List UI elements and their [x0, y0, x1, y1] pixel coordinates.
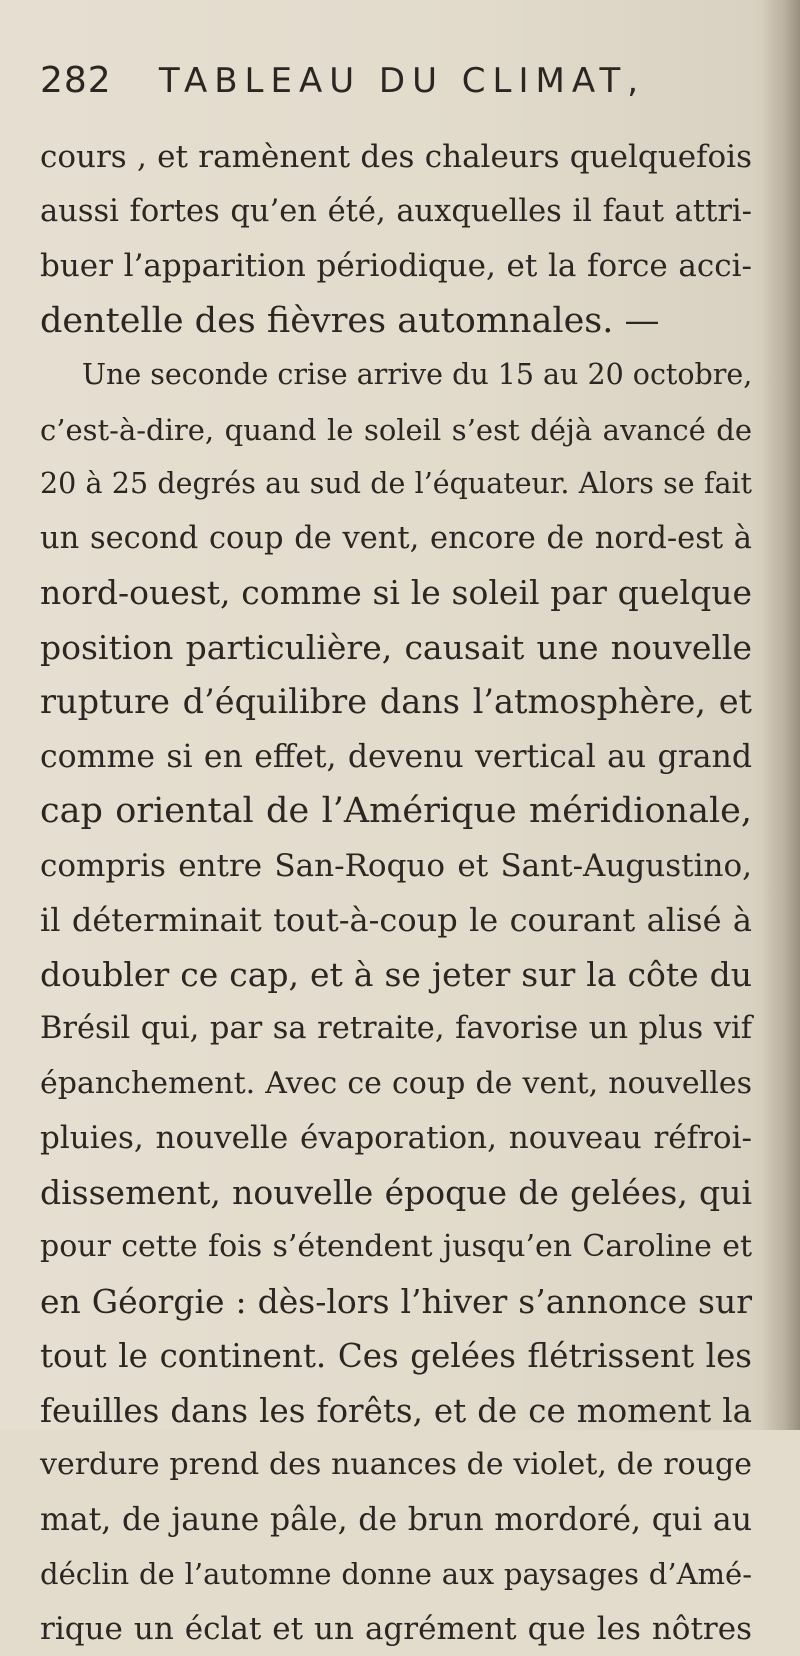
text-line: buer l’apparition périodique, et la force acci- [40, 239, 752, 294]
text-line: rupture d’équilibre dans l’atmosphère, et [40, 675, 752, 730]
text-line: position particulière, causait une nouvelle [40, 621, 752, 676]
text-line: un second coup de vent, encore de nord-est à [40, 512, 752, 567]
text-line: déclin de l’automne donne aux paysages d’Amé- [40, 1547, 752, 1602]
page-header [40, 60, 740, 120]
running-head: TABLEAU DU CLIMAT, [159, 61, 645, 101]
text-line: doubler ce cap, et à se jeter sur la côte du [40, 948, 752, 1003]
text-line: comme si en effet, devenu vertical au grand [40, 730, 752, 785]
text-line: cours , et ramènent des chaleurs quelquefois [40, 130, 752, 185]
body-text [40, 130, 752, 1656]
text-line: pour cette fois s’étendent jusqu’en Caroline et [40, 1220, 752, 1275]
text-line: feuilles dans les forêts, et de ce moment la [40, 1384, 752, 1439]
text-line: aussi fortes qu’en été, auxquelles il faut attri- [40, 185, 752, 240]
text-line: épanchement. Avec ce coup de vent, nouvelles [40, 1057, 752, 1112]
text-line: il déterminait tout-à-coup le courant alisé à [40, 893, 752, 948]
text-line: verdure prend des nuances de violet, de rouge [40, 1438, 752, 1493]
text-line: compris entre San-Roquo et Sant-Augustino, [40, 839, 752, 894]
text-line: pluies, nouvelle évaporation, nouveau réfroi- [40, 1111, 752, 1166]
text-line: nord-ouest, comme si le soleil par quelque [40, 566, 752, 621]
text-line: mat, de jaune pâle, de brun mordoré, qui au [40, 1493, 752, 1548]
text-line: dissement, nouvelle époque de gelées, qui [40, 1166, 752, 1221]
page-edge-shadow [762, 0, 800, 1430]
text-line: tout le continent. Ces gelées flétrissent les [40, 1329, 752, 1384]
text-line: c’est-à-dire, quand le soleil s’est déjà avancé de [40, 403, 752, 458]
text-line: en Géorgie : dès-lors l’hiver s’annonce sur [40, 1275, 752, 1330]
text-line: rique un éclat et un agrément que les nôtres [40, 1602, 752, 1656]
text-line: cap oriental de l’Amérique méridionale, [40, 784, 752, 839]
text-line: 20 à 25 degrés au sud de l’équateur. Alors se fait [40, 457, 752, 512]
text-line: Une seconde crise arrive du 15 au 20 octobre, [40, 348, 752, 403]
page-number: 282 [40, 60, 112, 101]
text-line: dentelle des fièvres automnales. — [40, 294, 752, 349]
text-line: Brésil qui, par sa retraite, favorise un plus vif [40, 1002, 752, 1057]
